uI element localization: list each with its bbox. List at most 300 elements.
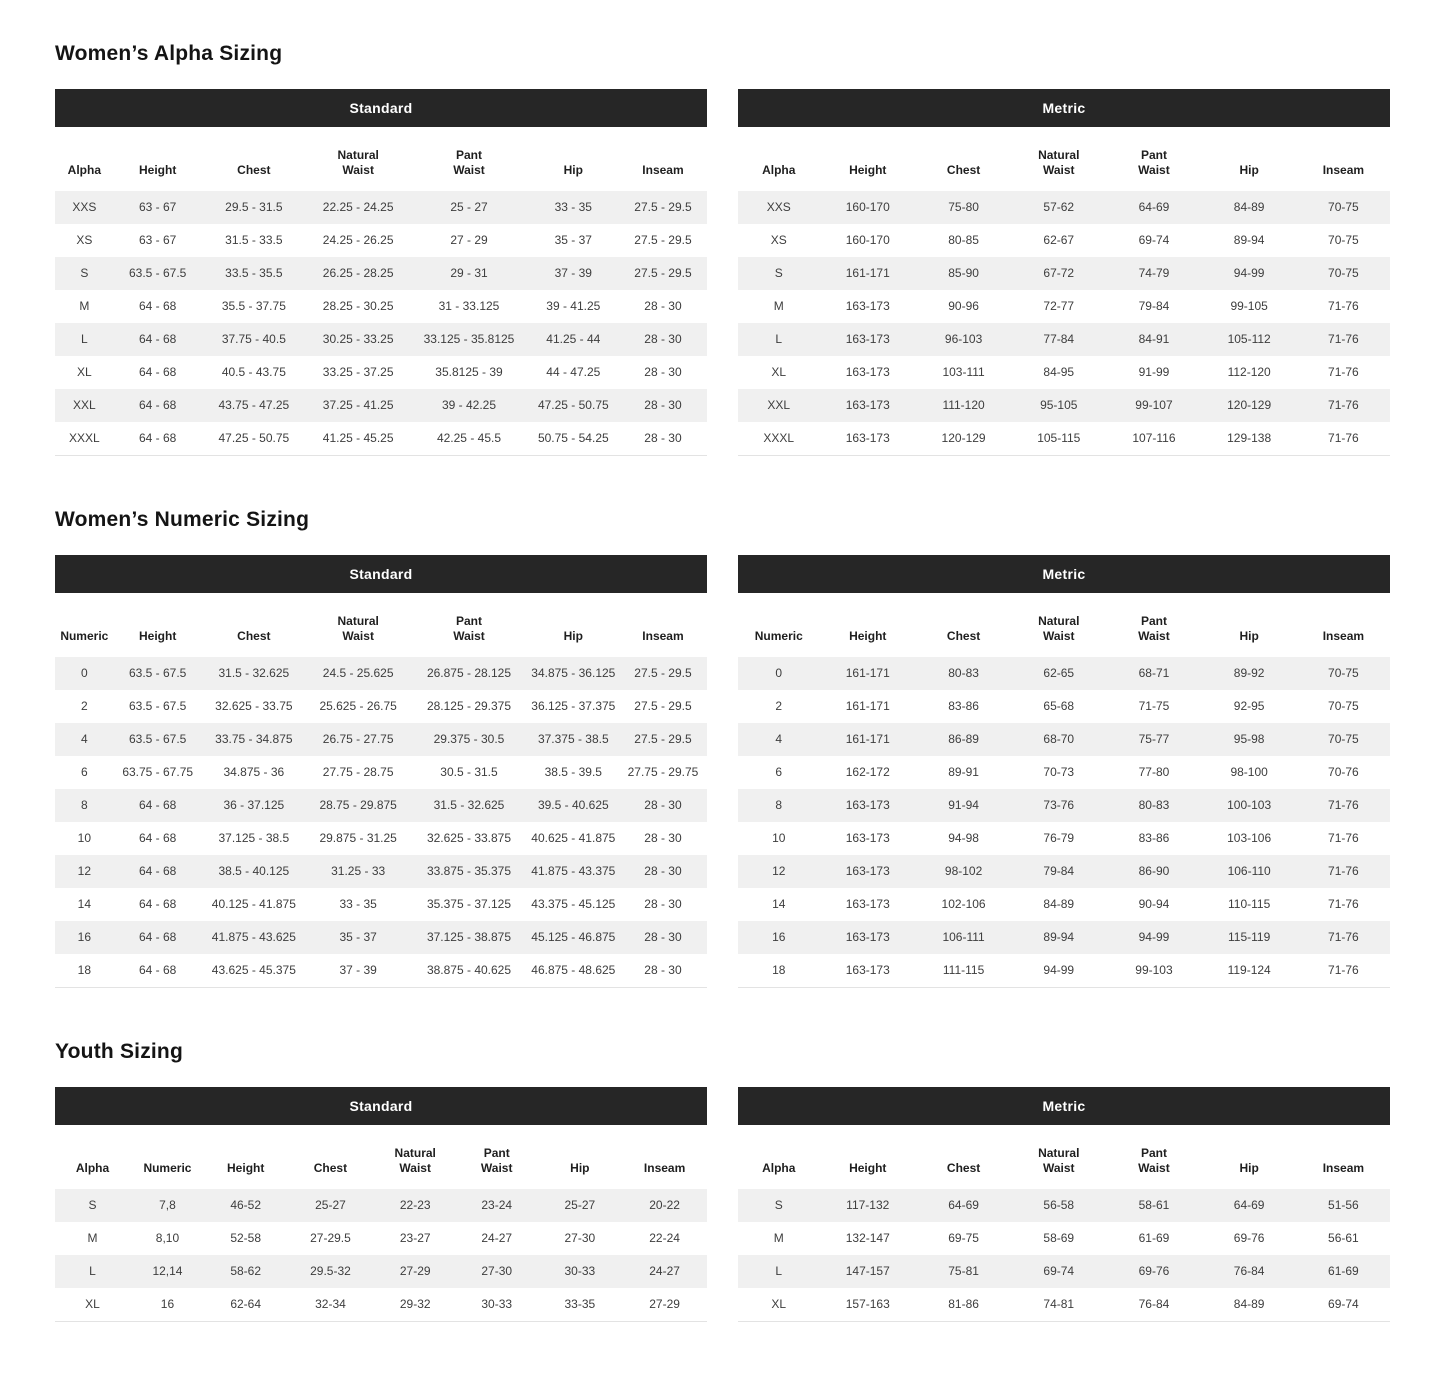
measurement-cell: 89-91 (948, 764, 979, 779)
measurement-cell: 62-65 (1043, 665, 1075, 680)
measurement-cell: 83-86 (948, 698, 979, 713)
measurement-cell: 105-115 (1037, 430, 1081, 445)
size-label-cell: S (774, 1197, 783, 1212)
header-row (738, 127, 1390, 191)
measurement-cell: 71-76 (1328, 331, 1359, 346)
column-header-label: Chest (946, 629, 981, 643)
measurement-cell: 45.125 - 46.875 (531, 929, 616, 944)
measurement-cell: 71-76 (1328, 364, 1359, 379)
measurement-cell: 92-95 (1233, 698, 1265, 713)
size-label-cell: 2 (80, 698, 88, 713)
table-variant-header (738, 1087, 1390, 1125)
table-row (55, 422, 707, 456)
measurement-cell: 56-58 (1043, 1197, 1075, 1212)
size-label-cell: XXXL (68, 430, 100, 445)
measurement-cell: 75-77 (1138, 731, 1170, 746)
measurement-cell: 20-22 (649, 1197, 680, 1212)
column-header-label: Pant Waist (1138, 148, 1170, 177)
measurement-cell: 80-85 (948, 232, 979, 247)
size-label-cell: XS (770, 232, 787, 247)
measurement-cell: 31.5 - 32.625 (218, 665, 290, 680)
measurement-cell: 119-124 (1227, 962, 1271, 977)
size-label-cell: 0 (775, 665, 783, 680)
table-row (55, 756, 707, 789)
table-row (738, 1288, 1390, 1322)
measurement-cell: 86-90 (1138, 863, 1170, 878)
table-row (55, 822, 707, 855)
size-label-cell: 12 (77, 863, 92, 878)
measurement-cell: 27.5 - 29.5 (634, 698, 692, 713)
column-header (1106, 127, 1201, 191)
table-variant-label: Metric (1042, 566, 1086, 582)
measurement-cell: 28 - 30 (644, 364, 682, 379)
column-header (1106, 1125, 1201, 1189)
table-row (738, 323, 1390, 356)
column-header-label: Inseam (1322, 163, 1365, 177)
measurement-cell: 38.875 - 40.625 (426, 962, 512, 977)
measurement-cell: 28 - 30 (644, 830, 682, 845)
measurement-cell: 161-171 (845, 731, 890, 746)
measurement-cell: 40.625 - 41.875 (531, 830, 616, 845)
measurement-cell: 112-120 (1227, 364, 1271, 379)
measurement-cell: 64 - 68 (139, 397, 177, 412)
measurement-cell: 69-74 (1138, 232, 1170, 247)
measurement-cell: 37.125 - 38.875 (426, 929, 512, 944)
measurement-cell: 42.25 - 45.5 (436, 430, 502, 445)
size-label-cell: XXXL (763, 430, 795, 445)
measurement-cell: 163-173 (845, 397, 890, 412)
measurement-cell: 30.25 - 33.25 (322, 331, 394, 346)
column-header-label: Hip (570, 1161, 590, 1175)
measurement-cell: 63.5 - 67.5 (128, 265, 187, 280)
size-label-cell: XL (85, 1296, 100, 1311)
column-header (528, 593, 619, 657)
column-header (374, 1125, 456, 1189)
measurement-cell: 29 - 31 (450, 265, 488, 280)
column-header (537, 1125, 622, 1189)
column-header-label: Alpha (762, 163, 796, 177)
measurement-cell: 64 - 68 (139, 929, 177, 944)
measurement-cell: 64 - 68 (139, 797, 177, 812)
measurement-cell: 71-76 (1328, 797, 1359, 812)
measurement-cell: 41.875 - 43.625 (211, 929, 296, 944)
measurement-cell: 38.5 - 40.125 (218, 863, 290, 878)
column-header (1011, 593, 1106, 657)
table-row (55, 657, 707, 690)
size-label-cell: 12 (772, 863, 786, 878)
measurement-cell: 28 - 30 (644, 896, 682, 911)
column-header-label: Numeric (143, 1161, 192, 1175)
metric-table (738, 89, 1390, 456)
table-variant-label: Standard (349, 100, 413, 116)
column-header (738, 127, 820, 191)
measurement-cell: 57-62 (1043, 199, 1075, 214)
measurement-cell: 70-75 (1328, 199, 1359, 214)
table-row (55, 855, 707, 888)
measurement-cell: 163-173 (845, 962, 890, 977)
measurement-cell: 64-69 (948, 1197, 979, 1212)
measurement-cell: 62-67 (1043, 232, 1075, 247)
measurement-cell: 28.125 - 29.375 (426, 698, 512, 713)
measurement-cell: 115-119 (1228, 929, 1271, 944)
measurement-cell: 28 - 30 (644, 298, 682, 313)
table-row (738, 1255, 1390, 1288)
measurement-cell: 84-89 (1233, 199, 1265, 214)
measurement-cell: 27.75 - 28.75 (322, 764, 394, 779)
column-header (1011, 1125, 1106, 1189)
measurement-cell: 33.875 - 35.375 (426, 863, 512, 878)
measurement-cell: 30.5 - 31.5 (440, 764, 498, 779)
measurement-cell: 30-33 (481, 1296, 513, 1311)
column-header-label: Inseam (1322, 1161, 1365, 1175)
column-header-label: Inseam (642, 163, 684, 177)
measurement-cell: 16 (160, 1296, 175, 1311)
size-label-cell: XXS (72, 199, 97, 214)
size-label-cell: 4 (775, 731, 783, 746)
table-row (738, 257, 1390, 290)
measurement-cell: 89-92 (1233, 665, 1265, 680)
measurement-cell: 43.75 - 47.25 (218, 397, 290, 412)
measurement-cell: 28 - 30 (644, 863, 682, 878)
table-variant-label: Standard (349, 566, 413, 582)
measurement-cell: 35.5 - 37.75 (221, 298, 286, 313)
section-title: Youth Sizing (55, 1040, 183, 1063)
column-header (130, 1125, 205, 1189)
column-header-label: Chest (237, 163, 271, 177)
size-label-cell: 10 (77, 830, 92, 845)
measurement-cell: 68-71 (1138, 665, 1170, 680)
table-row (738, 855, 1390, 888)
column-header (114, 127, 202, 191)
measurement-cell: 28 - 30 (644, 962, 682, 977)
size-label-cell: 10 (772, 830, 786, 845)
measurement-cell: 160-170 (845, 232, 890, 247)
measurement-cell: 24-27 (649, 1263, 680, 1278)
measurement-cell: 22-23 (399, 1197, 431, 1212)
measurement-cell: 28.75 - 29.875 (319, 797, 397, 812)
measurement-cell: 40.125 - 41.875 (211, 896, 296, 911)
measurement-cell: 33-35 (564, 1296, 596, 1311)
measurement-cell: 162-172 (845, 764, 890, 779)
size-label-cell: 0 (80, 665, 88, 680)
column-header-label: Height (849, 163, 887, 177)
measurement-cell: 63.5 - 67.5 (128, 731, 187, 746)
table-variant-header (738, 555, 1390, 593)
tables-row (55, 1087, 1390, 1322)
tables-row (55, 89, 1390, 456)
measurement-cell: 70-75 (1328, 665, 1359, 680)
measurement-cell: 8,10 (155, 1230, 180, 1245)
measurement-cell: 71-76 (1328, 896, 1359, 911)
measurement-cell: 12,14 (152, 1263, 183, 1278)
table-row (738, 290, 1390, 323)
size-label-cell: 8 (775, 797, 783, 812)
measurement-cell: 163-173 (845, 863, 890, 878)
measurement-cell: 103-106 (1227, 830, 1272, 845)
size-label-cell: L (775, 331, 783, 346)
size-label-cell: M (87, 1230, 98, 1245)
size-label-cell: L (775, 1263, 783, 1278)
measurement-cell: 36 - 37.125 (223, 797, 285, 812)
size-label-cell: 14 (77, 896, 92, 911)
measurement-cell: 37 - 39 (554, 265, 592, 280)
column-header-label: Chest (946, 163, 981, 177)
table-row (738, 756, 1390, 789)
measurement-cell: 64 - 68 (139, 896, 177, 911)
measurement-cell: 32.625 - 33.75 (215, 698, 293, 713)
measurement-cell: 44 - 47.25 (546, 364, 601, 379)
measurement-cell: 7,8 (159, 1197, 176, 1212)
measurement-cell: 43.625 - 45.375 (211, 962, 296, 977)
table-row (738, 356, 1390, 389)
measurement-cell: 161-171 (845, 265, 890, 280)
measurement-cell: 85-90 (948, 265, 979, 280)
size-label-cell: XXL (72, 397, 96, 412)
measurement-cell: 99-107 (1135, 397, 1173, 412)
measurement-cell: 89-94 (1043, 929, 1075, 944)
measurement-cell: 70-76 (1328, 764, 1359, 779)
size-label-cell: 4 (80, 731, 88, 746)
tables-row (55, 555, 1390, 988)
measurement-cell: 27.5 - 29.5 (634, 731, 692, 746)
measurement-cell: 41.875 - 43.375 (531, 863, 616, 878)
measurement-cell: 163-173 (845, 929, 890, 944)
measurement-cell: 40.5 - 43.75 (221, 364, 286, 379)
column-header-label: Hip (1239, 163, 1259, 177)
measurement-cell: 32-34 (315, 1296, 346, 1311)
column-header-label: Height (139, 163, 177, 177)
column-header (1297, 127, 1390, 191)
measurement-cell: 129-138 (1227, 430, 1272, 445)
measurement-cell: 70-75 (1328, 698, 1359, 713)
measurement-cell: 33.25 - 37.25 (322, 364, 394, 379)
measurement-cell: 61-69 (1328, 1263, 1359, 1278)
measurement-cell: 28.25 - 30.25 (322, 298, 394, 313)
measurement-cell: 39 - 41.25 (546, 298, 601, 313)
column-header (202, 593, 306, 657)
measurement-cell: 71-76 (1328, 430, 1359, 445)
measurement-cell: 100-103 (1227, 797, 1272, 812)
size-grid (55, 1125, 707, 1322)
measurement-cell: 90-96 (948, 298, 979, 313)
measurement-cell: 96-103 (944, 331, 983, 346)
size-label-cell: S (88, 1197, 97, 1212)
measurement-cell: 64 - 68 (139, 962, 177, 977)
size-label-cell: M (773, 1230, 784, 1245)
measurement-cell: 69-76 (1233, 1230, 1265, 1245)
column-header-label: Inseam (642, 629, 684, 643)
table-row (55, 1189, 707, 1222)
column-header (916, 1125, 1011, 1189)
measurement-cell: 37.25 - 41.25 (322, 397, 394, 412)
column-header (55, 1125, 130, 1189)
measurement-cell: 41.25 - 44 (546, 331, 601, 346)
column-header-label: Chest (237, 629, 271, 643)
table-variant-header (55, 555, 707, 593)
measurement-cell: 64-69 (1138, 199, 1170, 214)
measurement-cell: 120-129 (941, 430, 986, 445)
measurement-cell: 27 - 29 (450, 232, 488, 247)
measurement-cell: 28 - 30 (644, 331, 682, 346)
measurement-cell: 39.5 - 40.625 (537, 797, 609, 812)
measurement-cell: 58-69 (1043, 1230, 1075, 1245)
table-row (738, 422, 1390, 456)
column-header-label: Alpha (67, 163, 101, 177)
measurement-cell: 63.5 - 67.5 (128, 698, 187, 713)
measurement-cell: 27.5 - 29.5 (634, 665, 692, 680)
size-label-cell: L (89, 1263, 96, 1278)
size-label-cell: XXS (766, 199, 791, 214)
measurement-cell: 64 - 68 (139, 298, 177, 313)
column-header-label: Inseam (643, 1161, 686, 1175)
column-header-label: Inseam (1322, 629, 1365, 643)
column-header-label: Height (227, 1161, 265, 1175)
sections-root (55, 42, 1390, 1322)
measurement-cell: 25.625 - 26.75 (319, 698, 397, 713)
measurement-cell: 33 - 35 (339, 896, 377, 911)
measurement-cell: 37 - 39 (339, 962, 377, 977)
size-label-cell: XL (76, 364, 92, 379)
measurement-cell: 58-62 (230, 1263, 262, 1278)
column-header (738, 1125, 820, 1189)
measurement-cell: 28 - 30 (644, 929, 682, 944)
size-label-cell: 6 (80, 764, 88, 779)
table-row (55, 191, 707, 224)
measurement-cell: 43.375 - 45.125 (531, 896, 616, 911)
column-header-label: Natural Waist (1038, 1146, 1080, 1175)
column-header (1106, 593, 1201, 657)
measurement-cell: 71-76 (1328, 298, 1359, 313)
table-row (738, 389, 1390, 422)
column-header (820, 1125, 916, 1189)
column-header-label: Height (849, 1161, 887, 1175)
measurement-cell: 106-111 (942, 929, 985, 944)
column-header (202, 127, 306, 191)
column-header-label: Pant Waist (1138, 1146, 1170, 1175)
column-header-label: Pant Waist (453, 614, 485, 643)
measurement-cell: 72-77 (1043, 298, 1075, 313)
table-variant-label: Standard (349, 1098, 413, 1114)
measurement-cell: 77-80 (1138, 764, 1170, 779)
table-row (55, 389, 707, 422)
measurement-cell: 25-27 (315, 1197, 346, 1212)
size-label-cell: S (774, 265, 783, 280)
measurement-cell: 69-74 (1043, 1263, 1075, 1278)
column-header-label: Numeric (754, 629, 803, 643)
measurement-cell: 23-27 (399, 1230, 431, 1245)
measurement-cell: 94-99 (1233, 265, 1265, 280)
measurement-cell: 103-111 (942, 364, 985, 379)
column-header (55, 593, 114, 657)
column-header (456, 1125, 538, 1189)
measurement-cell: 30-33 (564, 1263, 596, 1278)
size-label-cell: 6 (775, 764, 783, 779)
measurement-cell: 163-173 (845, 430, 890, 445)
measurement-cell: 26.75 - 27.75 (322, 731, 394, 746)
measurement-cell: 35 - 37 (554, 232, 592, 247)
table-variant-header (738, 89, 1390, 127)
measurement-cell: 25 - 27 (450, 199, 488, 214)
measurement-cell: 29.5-32 (310, 1263, 351, 1278)
measurement-cell: 31 - 33.125 (438, 298, 500, 313)
measurement-cell: 64 - 68 (139, 863, 177, 878)
measurement-cell: 69-76 (1138, 1263, 1170, 1278)
measurement-cell: 107-116 (1132, 430, 1176, 445)
column-header (619, 593, 707, 657)
measurement-cell: 71-76 (1328, 397, 1359, 412)
measurement-cell: 99-105 (1230, 298, 1268, 313)
column-header-label: Hip (1239, 1161, 1259, 1175)
measurement-cell: 39 - 42.25 (441, 397, 497, 412)
measurement-cell: 25-27 (564, 1197, 596, 1212)
size-label-cell: 18 (772, 962, 786, 977)
standard-table (55, 555, 707, 988)
size-label-cell: M (773, 298, 784, 313)
measurement-cell: 86-89 (948, 731, 979, 746)
measurement-cell: 102-106 (941, 896, 986, 911)
table-row (55, 723, 707, 756)
size-label-cell: XL (771, 1296, 787, 1311)
table-row (55, 356, 707, 389)
measurement-cell: 91-94 (948, 797, 979, 812)
measurement-cell: 36.125 - 37.375 (531, 698, 616, 713)
size-label-cell: 8 (80, 797, 88, 812)
column-header (528, 127, 619, 191)
column-header (55, 127, 114, 191)
table-row (738, 224, 1390, 257)
measurement-cell: 81-86 (948, 1296, 979, 1311)
size-label-cell: 18 (77, 962, 92, 977)
size-grid (738, 1125, 1390, 1322)
column-header-label: Height (849, 629, 887, 643)
table-row (55, 323, 707, 356)
measurement-cell: 70-75 (1328, 731, 1359, 746)
table-row (738, 1222, 1390, 1255)
measurement-cell: 71-76 (1328, 830, 1359, 845)
table-row (738, 921, 1390, 954)
measurement-cell: 37.75 - 40.5 (221, 331, 286, 346)
table-variant-label: Metric (1042, 1098, 1086, 1114)
measurement-cell: 74-79 (1138, 265, 1170, 280)
measurement-cell: 65-68 (1043, 698, 1075, 713)
measurement-cell: 29.875 - 31.25 (319, 830, 397, 845)
measurement-cell: 64 - 68 (139, 430, 177, 445)
section-womens-alpha-sizing (55, 42, 1390, 456)
column-header-label: Height (139, 629, 177, 643)
measurement-cell: 29.375 - 30.5 (433, 731, 505, 746)
column-header-label: Chest (313, 1161, 348, 1175)
measurement-cell: 63.5 - 67.5 (128, 665, 187, 680)
table-row (738, 789, 1390, 822)
table-row (55, 1288, 707, 1322)
measurement-cell: 94-98 (948, 830, 979, 845)
column-header (1011, 127, 1106, 191)
measurement-cell: 84-89 (1043, 896, 1075, 911)
measurement-cell: 163-173 (845, 797, 890, 812)
measurement-cell: 91-99 (1138, 364, 1170, 379)
column-header-label: Alpha (762, 1161, 796, 1175)
column-header-label: Natural Waist (394, 1146, 436, 1175)
section-title: Women’s Alpha Sizing (55, 42, 283, 65)
measurement-cell: 84-91 (1138, 331, 1170, 346)
measurement-cell: 94-99 (1138, 929, 1170, 944)
measurement-cell: 160-170 (845, 199, 890, 214)
column-header-label: Hip (1239, 629, 1259, 643)
table-row (55, 1255, 707, 1288)
size-grid (55, 593, 707, 988)
column-header (1202, 1125, 1297, 1189)
table-row (738, 690, 1390, 723)
